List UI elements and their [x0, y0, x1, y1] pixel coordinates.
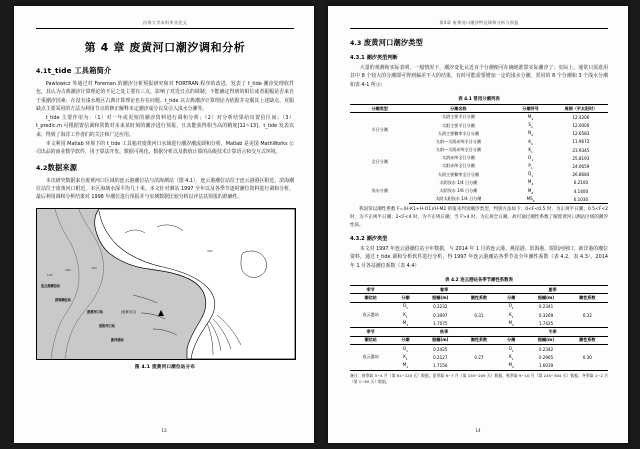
t42-b1-r-coef: 0.30 — [582, 354, 592, 360]
station-label-feihuanghekou: 废黄河口站 — [87, 309, 103, 314]
t42-b1-r-const-0: $O_1$ — [508, 345, 514, 353]
table-4-1-symbol-0-2: $N_2$ — [528, 130, 534, 138]
table-4-1-symbol-0-0: $M_2$ — [527, 113, 534, 121]
station-label-lianyungang: 连云港潮位站 — [41, 283, 61, 288]
table-4-1-period-1-1: 25.8193 — [572, 155, 590, 161]
paragraph-4-1-2: t_tide 主要作用为：（1）对一年或更短的潮汐资料进行调和分析；（2）对分析结果给出置信区间；（3）t_predic.m 可根据置信调和常数对未来某时刻的潮汐进行预报，且其能获得相当高的精度[12~13]。t_tide 发表以来，得到了海洋工作者们的关注和广泛应用。 — [36, 115, 294, 138]
t42-b0-r-const-2: $M_2$ — [508, 319, 514, 327]
section-heading-4-3 — [350, 38, 608, 48]
table-4-2-col-coef-r0: 潮性系数 — [567, 294, 608, 302]
t42-b0-l-amp-2: 1.7075 — [433, 320, 448, 326]
subsection-4-3-2-title: 潮汐类型 — [366, 236, 388, 243]
depth-tick-1: 20m — [65, 267, 72, 272]
table-4-2-col-constituent-r0: 分潮 — [497, 294, 525, 302]
table-4-2-caption: 表 4.2 连云港站各季节潮性系数表 — [445, 278, 513, 283]
table-4-2-season-label-0: 季节 — [350, 286, 391, 294]
t42-b1-l-amp-1: 0.2127 — [433, 354, 448, 360]
table-4-2-col-constituent-l1: 分潮 — [391, 336, 419, 344]
t42-b1-l-amp-0: 0.2425 — [433, 346, 448, 352]
table-4-1 — [350, 104, 608, 204]
t42-b0-station: 连云港站 — [362, 312, 379, 318]
paragraph-4-2-1: 本次研究数据来自废黄河口区域的连云港潮位站与滨海测站（图 4.1），连云港潮位站位于连云港港区附近，滨海潮位站位于废黄河口附近，本区海域水深平均几十米。本文针对测站 1997 全年以及各季节逐时潮位资料进行调和分析，最后利用调和分析结果对 1998 年潮位进行预报并与实测数据比较分析以评估其预报的准确性。 — [36, 177, 294, 201]
section-4-1-number: 4.1 — [36, 68, 48, 75]
table-4-1-period-1-0: 23.9345 — [572, 147, 590, 153]
table-4-2-subheader-row-1 — [350, 336, 608, 344]
table-4-1-period-2-2: 6.1030 — [554, 195, 608, 204]
table-4-1-period-2-1: 4.1400 — [573, 188, 589, 194]
table-4-2-col-coef-r1: 潮性系数 — [567, 336, 608, 344]
t42-b1-l-const-0: $O_1$ — [402, 345, 408, 353]
table-4-1-name-1-3: 太阴主要椭率全日分潮 — [437, 171, 479, 177]
t42-b1-r-amp-0: 0.2342 — [538, 346, 554, 352]
section-heading-4-1 — [36, 66, 294, 76]
t42-b0-l-amp-0: 0.2232 — [433, 304, 448, 310]
t42-b0-r-const-0: $O_1$ — [508, 303, 514, 311]
table-4-1-name-0-3: 太阴—太阳赤纬半日分潮 — [435, 138, 481, 144]
t42-b0-l-const-1: $K_1$ — [403, 311, 408, 319]
right-page — [328, 6, 628, 443]
table-4-2-col-amplitude-r1: 振幅(m) — [525, 336, 566, 344]
table-4-2-subheader-row-0 — [350, 294, 608, 302]
table-4-2-station-label-1: 潮位站 — [350, 336, 391, 344]
table-4-2-season-right-1: 冬季 — [497, 328, 608, 336]
table-row — [350, 179, 608, 187]
subsection-heading-4-3-1 — [350, 54, 608, 61]
table-4-1-period-0-2: 12.6583 — [572, 131, 590, 137]
table-4-1-footnote: 我国常以潮性系数 F=(H-K1+H-O1)/H-M2 的值来判别潮汐类型，判别方法如下：0<F<0.5 时，为正规半日潮；0.5<F<2 时，为不正规半日潮；2<F<4 时，为不正规日潮；当 F>4 时，为正规全日潮。故可通过潮性系数了解废黄河口测站区域的潮汐性质。 — [350, 207, 608, 228]
t42-b0-r-coef: 0.32 — [582, 312, 592, 318]
table-4-2-note: 备注：春季取 3~4 月（第 61~120 天）数据，夏季取 6~7 月（第 150~209 天）数据，秋季取 9~10 月（第 245~304 天）数据，冬季取 1~2 月（第 1~60 天）数据。 — [350, 372, 608, 385]
table-4-1-col-symbol: 分潮符号 — [507, 104, 553, 112]
table-4-1-symbol-2-2: $MS_4$ — [507, 195, 553, 204]
t42-b0-l-const-0: $O_1$ — [402, 303, 408, 311]
table-4-2-station-label-0: 潮位站 — [350, 294, 391, 302]
table-4-1-symbol-2-1: $M_6$ — [527, 187, 534, 195]
table-4-1-symbol-1-3: $Q_1$ — [528, 171, 534, 179]
left-page-header: 河海大学本科毕业论文 — [36, 20, 294, 29]
section-4-1-title: t_tide 工具箱简介 — [47, 66, 112, 75]
table-4-1-period-0-3: 11.9672 — [572, 139, 590, 145]
table-4-2-col-constituent-r1: 分潮 — [497, 336, 525, 344]
table-row — [350, 311, 608, 319]
section-4-2-title: 数据来源 — [47, 162, 78, 172]
t42-b0-r-amp-1: 0.3269 — [538, 312, 554, 318]
table-4-2-season-left-1: 秋季 — [391, 328, 497, 336]
t42-b1-station: 连云港站 — [362, 354, 379, 360]
table-row — [350, 319, 608, 328]
figure-4-1 — [36, 208, 294, 370]
table-4-2 — [350, 285, 608, 371]
station-label-yanweigang: 滨海潮位站 — [55, 297, 71, 302]
depth-tick-2: 30m — [91, 265, 98, 270]
table-4-1-caption: 表 4.1 常用分潮列表 — [458, 96, 500, 102]
t42-b1-l-const-1: $K_1$ — [403, 353, 408, 361]
t42-b0-r-amp-0: 0.2341 — [538, 304, 554, 310]
table-4-1-name-2-0: 太阴浅水 1/4 日分潮 — [439, 179, 478, 185]
table-4-1-name-1-2: 太阳赤纬全日分潮 — [441, 163, 475, 169]
table-4-2-season-row-1 — [350, 328, 608, 336]
table-4-2-col-amplitude-l1: 振幅(m) — [420, 336, 461, 344]
table-row — [350, 113, 608, 122]
table-4-1-col-period: 周期（平太阳时） — [554, 104, 608, 112]
subsection-4-3-1-title: 潮汐类型判断 — [366, 55, 398, 61]
table-4-1-group-type-0: 半日分潮 — [371, 126, 388, 132]
t42-b0-r-const-1: $K_1$ — [508, 311, 514, 319]
table-4-1-symbol-2-0: $M_4$ — [527, 179, 534, 187]
t42-b0-l-coef: 0.31 — [474, 312, 484, 318]
table-4-2-col-amplitude-l0: 振幅(m) — [420, 294, 461, 302]
t42-b1-r-amp-2: 1.6039 — [525, 361, 566, 370]
table-4-2-season-row-0 — [350, 286, 608, 294]
table-4-1-symbol-0-1: $S_2$ — [528, 122, 533, 129]
figure-4-1-caption: 图 4.1 废黄河口潮位站分布 — [134, 364, 196, 370]
table-4-1-name-0-2: 太阴主要椭率半日分潮 — [437, 130, 479, 136]
table-4-1-period-2-0: 6.2100 — [573, 180, 589, 186]
table-4-1-group-type-1: 全日分潮 — [371, 159, 388, 165]
section-4-3-title: 废黄河口潮汐类型 — [363, 38, 424, 47]
t42-b1-l-coef: 0.27 — [474, 354, 484, 360]
table-4-2-season-left-0: 春季 — [391, 286, 497, 294]
t42-b0-r-amp-2: 1.7425 — [538, 320, 554, 326]
table-4-1-name-1-0: 太阴—太阳赤纬全日分潮 — [435, 147, 481, 153]
table-4-1-symbol-1-2: $P_1$ — [528, 163, 533, 170]
table-row — [350, 146, 608, 154]
paragraph-4-1-1: Pawlowicz 等通过对 Foreman 的潮汐分析预报研究和对 FORTRAN 程序的改进，发表了 t_tide 潮汐处理软件包，其认为古典潮汐计算理论的不足之处主要有三点，影响了对近日点的调制；不能确定得到的相位或者振幅是否来自于重潮汐因素；在没有浅水地区古典计算理论也存在问题。t_tide 以古典潮汐计算理论为依据并克服其上述缺点，克服缺点主要采用的方法为利用节点的修正解释未定潮汐成分以及引入浅水分潮等。 — [36, 81, 294, 112]
table-row — [350, 361, 608, 370]
figure-4-1-image — [36, 208, 296, 360]
table-4-1-symbol-1-0: $K_1$ — [528, 146, 533, 154]
paragraph-4-1-3: 本文利用 Matlab 环境下的 t_tide 工具箱对废黄河口水域进行潮汐潮流调和分析，Matlab 是美国 MathWorks 公司出品的商业数学软件，用于算法开发、数据可视化、数据分析以及数值计算的高级技术计算语言和交互式环境。 — [36, 141, 294, 156]
right-page-number: 14 — [475, 428, 481, 433]
table-4-1-header-row — [350, 104, 608, 112]
table-4-2-season-right-0: 夏季 — [497, 286, 608, 294]
t42-b1-r-const-2: $M_2$ — [497, 361, 525, 370]
station-label-sheyanghekou: 射阳河口站 — [99, 323, 115, 328]
t42-b1-l-amp-2: 1.7156 — [420, 361, 461, 370]
table-4-1-name-0-1: 太阳主要半日分潮 — [441, 122, 475, 128]
table-4-1-period-1-3: 26.8684 — [572, 172, 590, 178]
depth-tick-3: 40m — [207, 248, 214, 253]
t42-b1-r-amp-1: 0.2965 — [538, 354, 554, 360]
table-4-1-period-0-1: 12.0000 — [572, 123, 590, 129]
table-4-1-name-1-1: 太阴赤纬全日分潮 — [441, 155, 475, 161]
table-4-2-col-coef-l1: 潮性系数 — [461, 336, 497, 344]
figure-annotation: (废黄河口) — [121, 309, 137, 314]
chapter-title: 第 4 章 废黄河口潮汐调和分析 — [84, 41, 246, 54]
section-4-3-number: 4.3 — [350, 40, 362, 47]
table-row — [350, 345, 608, 354]
t42-b1-r-const-1: $K_1$ — [508, 353, 514, 361]
table-4-1-name-0-0: 太阴主要半日分潮 — [441, 114, 475, 120]
table-4-2-col-constituent-l0: 分潮 — [391, 294, 419, 302]
station-label-xinyanggang: 新洋港站 — [111, 337, 124, 342]
paragraph-4-3-1: 大量的观测和实际表明，一般情况下，潮汐变化认近百个分潮便可在确地准算实际潮汐了；实际上，通常只需选用其中 8 个较大的分潮即可得到偏差不大的结果，有时可能需要增加一定的浅水分潮，常用的 8 个分潮和 3 个浅水分潮如表 4-1 所示： — [350, 65, 608, 88]
table-4-1-symbol-1-1: $O_1$ — [528, 154, 534, 162]
t42-b0-l-const-2: $M_2$ — [402, 319, 409, 327]
table-4-1-period-0-0: 12.4206 — [572, 114, 590, 120]
subsection-4-3-2-number: 4.3.2 — [350, 236, 365, 243]
coastline-map-svg — [37, 209, 295, 359]
subsection-4-3-1-number: 4.3.1 — [350, 55, 365, 61]
table-4-1-group-type-2: 浅水分潮 — [371, 188, 388, 194]
table-4-1-symbol-0-3: $K_2$ — [528, 138, 533, 146]
section-4-2-number: 4.2 — [36, 164, 48, 172]
table-4-1-name-2-2: 太阴太阳浅水 1/4 日分潮 — [409, 195, 507, 204]
t42-b1-l-const-2: $M_2$ — [391, 361, 419, 370]
section-heading-4-2 — [36, 163, 294, 173]
table-4-1-name-2-1: 太阴浅水 1/6 日分潮 — [439, 188, 478, 194]
table-4-2-col-coef-l0: 潮性系数 — [461, 294, 497, 302]
table-4-1-period-1-2: 24.0659 — [572, 163, 590, 169]
table-4-2-col-amplitude-r0: 振幅(m) — [525, 294, 566, 302]
table-4-1-col-name: 分潮名称 — [409, 104, 507, 112]
table-4-2-season-label-1: 季节 — [350, 328, 391, 336]
paragraph-4-3-2: 本文对 1997 年连云港潮位站全年数据，与 2014 年 1 月的连云港、燕尾港、滨海港、射阳河闸口、新洋港的潮位资料，通过 t_tide 调和分析软件进行分析，得 1997 年连云港潮站各季节及全年潮性系数（表 4.2、表 4.3）、2014 年 1 月各站潮位系数（表 4.4） — [350, 246, 608, 269]
left-page — [14, 6, 314, 443]
left-page-number: 13 — [161, 428, 167, 433]
t42-b0-l-amp-1: 0.3097 — [433, 312, 448, 318]
depth-tick-0: 10m — [47, 272, 54, 277]
right-page-header: 第4章 废黄河口潮汐特征调和分析与预报 — [350, 20, 608, 29]
table-4-1-col-type: 分潮类型 — [350, 104, 409, 112]
table-row — [350, 353, 608, 361]
subsection-heading-4-3-2 — [350, 235, 608, 242]
table-row — [350, 302, 608, 311]
